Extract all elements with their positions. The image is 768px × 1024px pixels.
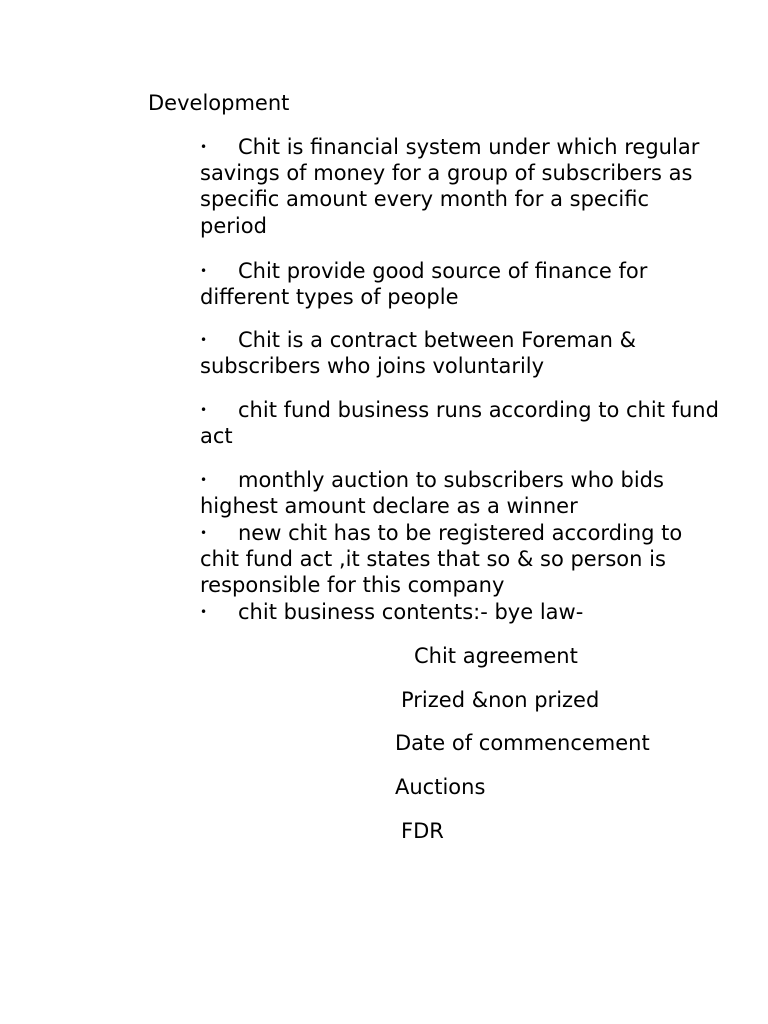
bullet-icon xyxy=(200,258,238,284)
bullet-item-registration xyxy=(200,520,720,599)
bullet-text: Chit provide good source of finance for different types of people xyxy=(200,259,648,310)
contents-item-commencement: Date of commencement xyxy=(395,731,650,755)
bullet-item-monthly-auction xyxy=(200,467,720,519)
section-heading: Development xyxy=(148,91,290,115)
bullet-item-business-contents xyxy=(200,599,720,625)
bullet-text: Chit is financial system under which regular savings of money for a group of subscribers as specific amount every month for a specific period xyxy=(200,135,700,238)
bullet-icon xyxy=(200,520,238,546)
contents-item-auctions: Auctions xyxy=(395,775,486,799)
bullet-text: monthly auction to subscribers who bids highest amount declare as a winner xyxy=(200,468,664,519)
bullet-icon xyxy=(200,397,238,423)
bullet-icon xyxy=(200,467,238,493)
bullet-text: Chit is a contract between Foreman & subscribers who joins voluntarily xyxy=(200,328,637,379)
bullet-item-source-of-finance xyxy=(200,258,720,310)
bullet-item-contract xyxy=(200,327,720,379)
contents-item-chit-agreement: Chit agreement xyxy=(414,644,578,668)
bullet-icon xyxy=(200,134,238,160)
bullet-text: new chit has to be registered according to chit fund act ,it states that so & so person is responsible for this company xyxy=(200,521,683,598)
bullet-text: chit fund business runs according to chit fund act xyxy=(200,398,719,449)
bullet-icon xyxy=(200,327,238,353)
bullet-icon xyxy=(200,599,238,625)
bullet-item-chit-fund-act xyxy=(200,397,720,449)
bullet-item-financial-system xyxy=(200,134,720,239)
contents-item-prized: Prized &non prized xyxy=(401,688,600,712)
bullet-text: chit business contents:- bye law- xyxy=(238,600,584,624)
contents-item-fdr: FDR xyxy=(401,819,444,843)
